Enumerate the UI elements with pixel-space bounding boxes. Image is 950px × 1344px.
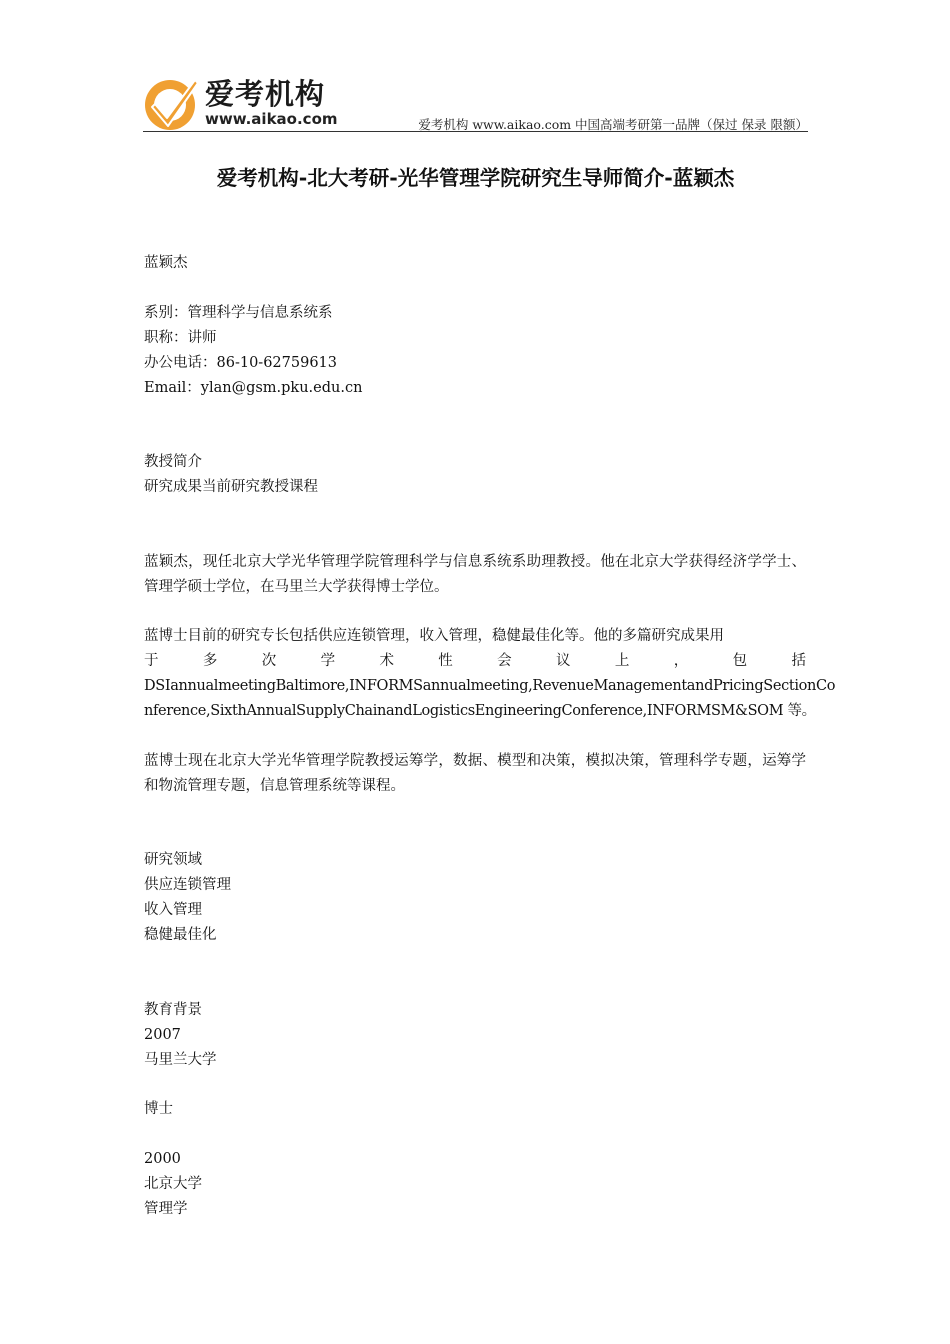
bio-p2-char: 括 (791, 653, 806, 669)
page-header (143, 66, 808, 132)
bio-p2-line-1: 蓝博士目前的研究专长包括供应连锁管理，收入管理，稳健最佳化等。他的多篇研究成果用 (144, 628, 724, 644)
bio-p2-char: 会 (497, 653, 512, 669)
bio-p2-line-4: nference,SixthAnnualSupplyChainandLogisticsEngineeringConference,INFORMSM&SOM 等。 (144, 703, 816, 719)
education-year-1: 2007 (144, 1027, 181, 1043)
education-heading: 教育背景 (144, 1002, 202, 1018)
bio-p2-char: 于 (144, 653, 159, 669)
research-item-2: 收入管理 (144, 902, 202, 918)
bio-p2-char: 性 (438, 653, 453, 669)
bio-p2-char: 多 (202, 653, 218, 669)
department-line: 系别：管理科学与信息系统系 (144, 305, 333, 321)
logo-name: 爱考机构 (205, 77, 326, 111)
bio-p2-char: 包 (732, 653, 748, 669)
bio-p2-char: 上 (614, 653, 630, 669)
bio-p2-char: 议 (556, 653, 571, 669)
research-heading: 研究领域 (144, 852, 202, 868)
research-item-3: 稳健最佳化 (144, 927, 217, 943)
aikao-logo (143, 66, 353, 130)
header-slogan: 爱考机构 www.aikao.com 中国高端考研第一品牌（保过 保录 限额） (418, 117, 808, 132)
research-item-1: 供应连锁管理 (144, 877, 231, 893)
education-school-2: 北京大学 (144, 1176, 202, 1192)
bio-paragraph-2 (144, 624, 836, 724)
education-school-1: 马里兰大学 (144, 1052, 217, 1068)
education-field-2: 管理学 (144, 1201, 188, 1217)
intro-heading: 教授简介 (144, 454, 202, 470)
education-degree-1: 博士 (144, 1101, 173, 1117)
bio-paragraph-1: 蓝颖杰，现任北京大学光华管理学院管理科学与信息系统系助理教授。他在北京大学获得经济学学士、管理学硕士学位，在马里兰大学获得博士学位。 (144, 554, 806, 595)
bio-p2-line-2 (144, 649, 806, 674)
document-title: 爱考机构-北大考研-光华管理学院研究生导师简介-蓝颖杰 (216, 166, 735, 190)
bio-paragraph-3: 蓝博士现在北京大学光华管理学院教授运筹学，数据、模型和决策，模拟决策，管理科学专题，运筹学和物流管理专题，信息管理系统等课程。 (144, 753, 806, 794)
logo-url: www.aikao.com (205, 110, 338, 128)
bio-p2-char: 次 (261, 653, 277, 669)
section-links: 研究成果当前研究教授课程 (144, 479, 318, 495)
bio-p2-line-3: DSIannualmeetingBaltimore,INFORMSannualmeeting,RevenueManagementandPricingSectionCo (144, 678, 836, 694)
phone-line: 办公电话：86-10-62759613 (144, 355, 338, 371)
bio-p2-char: 术 (379, 653, 394, 669)
professor-name: 蓝颖杰 (144, 255, 188, 271)
email-line: Email：ylan@gsm.pku.edu.cn (144, 380, 363, 396)
bio-p2-char: ， (673, 653, 689, 669)
checkmark-logo-icon (143, 74, 201, 132)
bio-p2-char: 学 (320, 653, 336, 669)
header-divider (143, 131, 808, 132)
position-line: 职称：讲师 (144, 330, 217, 346)
education-year-2: 2000 (144, 1151, 181, 1167)
